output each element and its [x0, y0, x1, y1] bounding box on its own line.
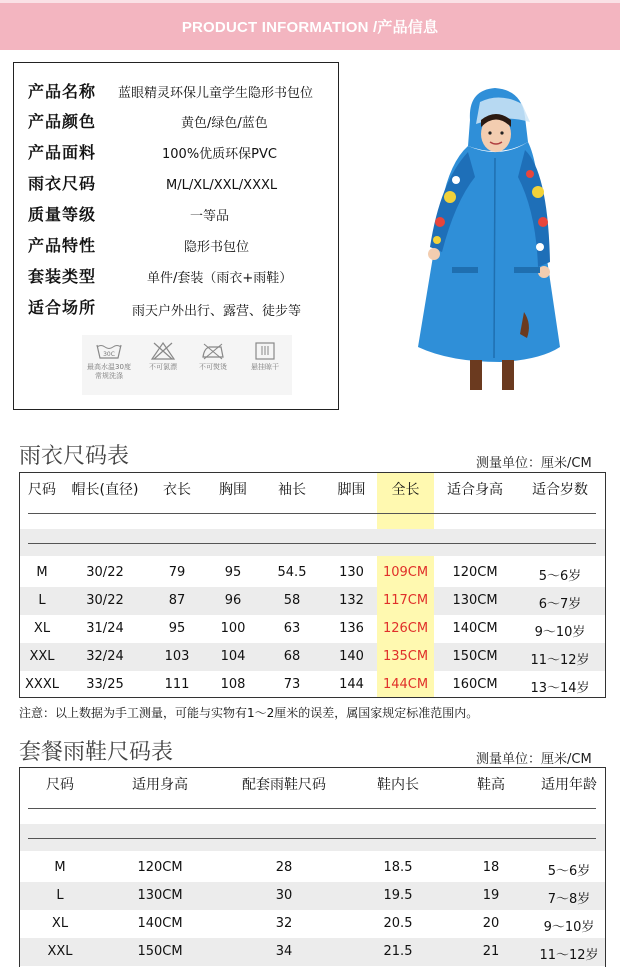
info-label: 适合场所 — [28, 298, 97, 317]
table-header — [20, 768, 605, 798]
product-photo — [390, 62, 610, 412]
cell-height: 120CM — [137, 860, 183, 875]
cell-height: 130CM — [137, 888, 183, 903]
cell-size: XXL — [29, 649, 55, 664]
cell-age: 13～14岁 — [530, 681, 590, 696]
care-item — [240, 341, 290, 372]
info-row — [14, 264, 340, 292]
raincoat-section-title: 雨衣尺码表 — [19, 444, 130, 469]
info-label: 雨衣尺码 — [28, 174, 97, 193]
cell-full-length: 126CM — [382, 621, 429, 636]
cell-sleeve: 63 — [283, 621, 301, 636]
care-text: 最高水温30度 常规洗涤 — [87, 363, 131, 380]
cell-length: 103 — [164, 649, 190, 664]
cell-length: 111 — [164, 677, 190, 692]
info-row — [14, 202, 340, 230]
table-header-cell: 帽长(直径) — [71, 482, 139, 498]
raincoat-unit: 测量单位：厘米/CM — [476, 456, 592, 471]
info-value: 雨天户外出行、露营、徒步等 — [132, 304, 302, 319]
cell-size: XXXL — [25, 677, 59, 692]
cell-full-length: 135CM — [377, 643, 434, 671]
cell-shoe-height: 21 — [482, 944, 500, 959]
care-text: 悬挂晾干 — [251, 363, 279, 371]
cell-age: 9～10岁 — [543, 920, 595, 935]
cell-height: 120CM — [452, 565, 498, 580]
cell-age: 5～6岁 — [547, 864, 591, 879]
cell-shoe-size: 34 — [275, 944, 293, 959]
cell-length: 79 — [168, 565, 186, 580]
table-header-cell: 鞋内长 — [377, 777, 419, 793]
shoes-section-title: 套餐雨鞋尺码表 — [19, 740, 174, 765]
cell-length: 87 — [168, 593, 186, 608]
cell-hood: 30/22 — [86, 565, 124, 580]
info-row — [14, 171, 340, 199]
cell-shoe-size: 32 — [275, 916, 293, 931]
table-row — [20, 643, 605, 671]
cell-age: 9～10岁 — [534, 625, 586, 640]
table-row — [20, 854, 605, 882]
cell-sleeve: 68 — [283, 649, 301, 664]
cell-height: 140CM — [137, 916, 183, 931]
info-value: M/L/XL/XXL/XXXL — [166, 178, 278, 193]
child-raincoat-illustration — [390, 62, 610, 412]
cell-height: 130CM — [452, 593, 498, 608]
info-row — [14, 295, 340, 323]
table-header-cell: 配套雨鞋尺码 — [242, 777, 326, 793]
cell-hem: 136 — [339, 621, 364, 636]
cell-size: L — [56, 888, 64, 903]
care-symbols-panel — [82, 335, 292, 395]
cell-hem: 130 — [339, 565, 364, 580]
care-item — [138, 341, 188, 372]
cell-size: XXL — [47, 944, 73, 959]
cell-hem: 140 — [339, 649, 364, 664]
table-header-cell: 鞋高 — [477, 777, 505, 793]
care-text: 不可熨烫 — [199, 363, 227, 371]
header-title: PRODUCT INFORMATION /产品信息 — [181, 19, 439, 36]
cell-full-length: 109CM — [382, 565, 429, 580]
cell-chest: 100 — [220, 621, 246, 636]
hang-dry-icon — [240, 341, 290, 361]
table-header-cell: 适合身高 — [447, 482, 503, 498]
table-header-cell: 脚围 — [337, 482, 366, 498]
table-header-cell: 尺码 — [28, 482, 56, 498]
cell-height: 140CM — [452, 621, 498, 636]
cell-inner-length: 18.5 — [383, 860, 413, 875]
info-label: 产品颜色 — [28, 112, 97, 131]
cell-inner-length: 20.5 — [383, 916, 413, 931]
cell-height: 150CM — [452, 649, 498, 664]
cell-age: 5～6岁 — [538, 569, 582, 584]
info-row — [14, 233, 340, 261]
table-divider — [28, 838, 596, 839]
table-header-cell: 适用年龄 — [541, 777, 597, 793]
table-row — [20, 671, 605, 699]
table-row — [20, 938, 605, 966]
info-value: 黄色/绿色/蓝色 — [181, 116, 268, 131]
table-header-cell: 全长 — [391, 482, 420, 498]
measurement-note: 注意：以上数据为手工测量，可能与实物有1～2厘米的误差，属国家规定标准范围内。 — [19, 706, 479, 720]
info-value: 单件/套装（雨衣+雨鞋） — [147, 271, 293, 286]
table-row — [20, 910, 605, 938]
cell-hood: 31/24 — [86, 621, 124, 636]
info-label: 产品面料 — [28, 143, 97, 162]
cell-height: 160CM — [452, 677, 498, 692]
table-header-cell: 胸围 — [219, 482, 247, 498]
cell-chest: 96 — [224, 593, 242, 608]
cell-chest: 95 — [224, 565, 242, 580]
info-value: 一等品 — [190, 209, 230, 224]
cell-age: 6～7岁 — [538, 597, 582, 612]
cell-sleeve: 58 — [283, 593, 301, 608]
cell-full-length: 144CM — [382, 677, 429, 692]
info-label: 产品名称 — [28, 82, 97, 101]
cell-length: 95 — [168, 621, 186, 636]
no-bleach-icon — [138, 341, 188, 361]
table-row — [20, 559, 605, 587]
table-row — [20, 882, 605, 910]
cell-size: M — [54, 860, 66, 875]
info-row — [14, 140, 340, 168]
table-divider — [28, 808, 596, 809]
shoes-size-table — [19, 767, 606, 967]
table-header-cell: 尺码 — [46, 777, 74, 793]
table-header-cell: 适合岁数 — [532, 482, 588, 498]
table-header-cell: 衣长 — [163, 482, 191, 498]
cell-shoe-height: 20 — [482, 916, 500, 931]
cell-age: 11～12岁 — [539, 948, 599, 963]
info-row — [14, 109, 340, 137]
cell-hood: 32/24 — [86, 649, 124, 664]
cell-age: 7～8岁 — [547, 892, 591, 907]
care-item — [84, 341, 134, 381]
cell-full-length: 117CM — [377, 587, 434, 615]
cell-size: XL — [51, 916, 69, 931]
raincoat-size-table — [19, 472, 606, 698]
cell-age: 11～12岁 — [530, 653, 590, 668]
cell-chest: 104 — [220, 649, 246, 664]
cell-height: 150CM — [137, 944, 183, 959]
table-row — [20, 615, 605, 643]
table-header-cell: 适用身高 — [132, 777, 188, 793]
table-header — [20, 473, 605, 503]
no-iron-icon — [188, 341, 238, 361]
cell-size: L — [38, 593, 46, 608]
cell-size: XL — [33, 621, 51, 636]
product-info-box — [13, 62, 339, 410]
table-divider — [28, 513, 596, 514]
care-text: 不可氯漂 — [149, 363, 177, 371]
cell-hem: 132 — [339, 593, 364, 608]
cell-shoe-size: 30 — [275, 888, 293, 903]
care-item — [188, 341, 238, 372]
cell-size: M — [36, 565, 48, 580]
shoes-unit: 测量单位：厘米/CM — [476, 752, 592, 767]
table-divider — [28, 543, 596, 544]
cell-hem: 144 — [339, 677, 364, 692]
header-banner — [0, 0, 620, 50]
cell-chest: 108 — [220, 677, 246, 692]
info-label: 产品特性 — [28, 236, 97, 255]
cell-shoe-height: 19 — [482, 888, 500, 903]
info-row — [14, 79, 340, 107]
cell-shoe-size: 28 — [275, 860, 293, 875]
info-label: 质量等级 — [28, 205, 97, 224]
cell-sleeve: 73 — [283, 677, 301, 692]
table-row — [20, 587, 605, 615]
cell-sleeve: 54.5 — [277, 565, 307, 580]
cell-hood: 30/22 — [86, 593, 124, 608]
info-value: 100%优质环保PVC — [162, 147, 277, 162]
info-label: 套装类型 — [28, 267, 97, 286]
cell-inner-length: 19.5 — [383, 888, 413, 903]
info-value: 隐形书包位 — [184, 240, 250, 255]
cell-hood: 33/25 — [86, 677, 124, 692]
header-top-line — [0, 0, 620, 3]
info-value: 蓝眼精灵环保儿童学生隐形书包位 — [118, 86, 314, 101]
cell-inner-length: 21.5 — [383, 944, 413, 959]
cell-shoe-height: 18 — [482, 860, 500, 875]
wash-30-icon — [84, 341, 134, 361]
wash-temp-glyph: 30C — [103, 351, 115, 358]
table-header-cell: 袖长 — [278, 482, 306, 498]
